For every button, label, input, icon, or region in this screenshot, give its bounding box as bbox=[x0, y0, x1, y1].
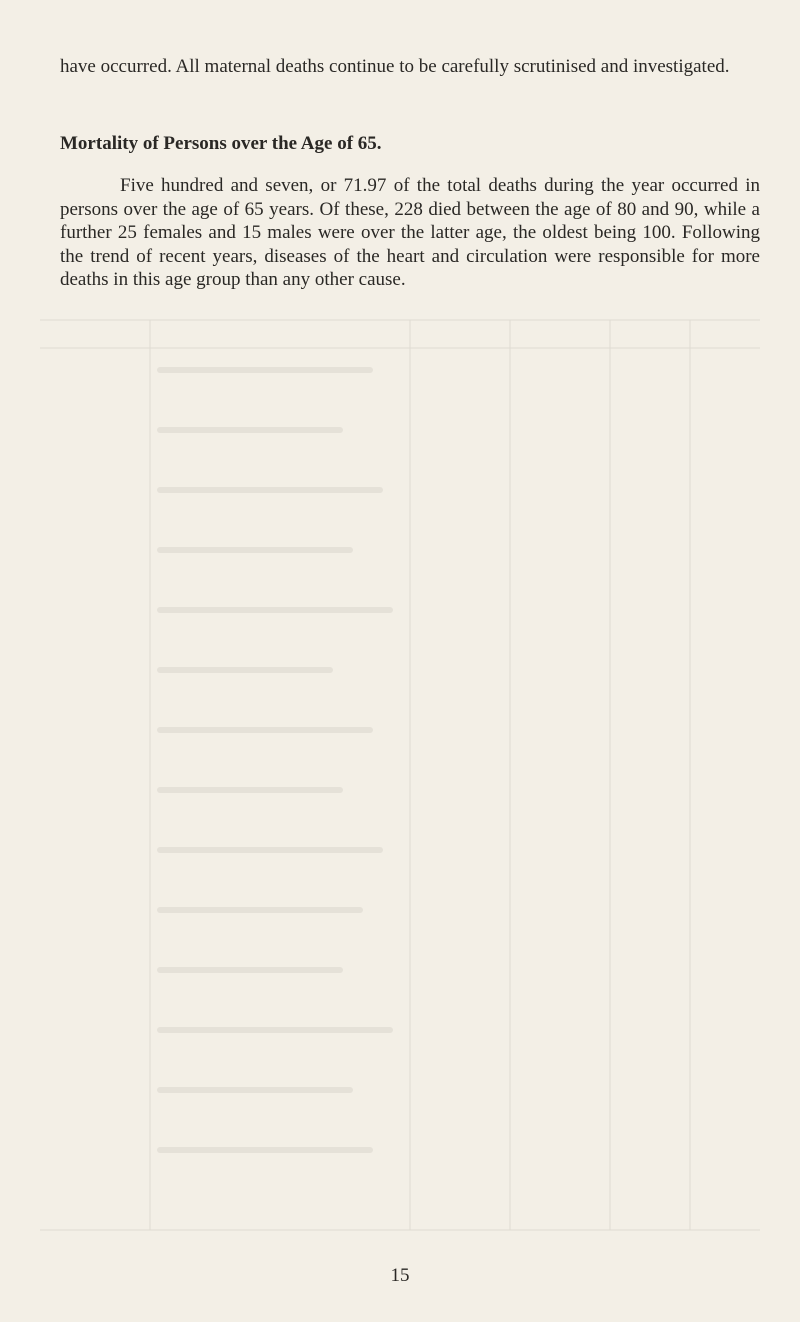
show-through-table bbox=[40, 300, 760, 1240]
page-number: 15 bbox=[390, 1265, 410, 1286]
section-paragraph: Five hundred and seven, or 71.97 of the total deaths during the year occurred in persons over the age of 65 years. Of these, 228 died between the age of 80 and 90, while a further 25 females and 15 males were over the latter age, the oldest being 100. Following the trend of recent years, diseases of the heart and circulation were responsible for more deaths in this age group than any other cause. bbox=[60, 175, 760, 290]
section-heading: Mortality of Persons over the Age of 65. bbox=[60, 133, 382, 154]
intro-paragraph: have occurred. All maternal deaths continue to be carefully scrutinised and investigated. bbox=[60, 56, 730, 77]
